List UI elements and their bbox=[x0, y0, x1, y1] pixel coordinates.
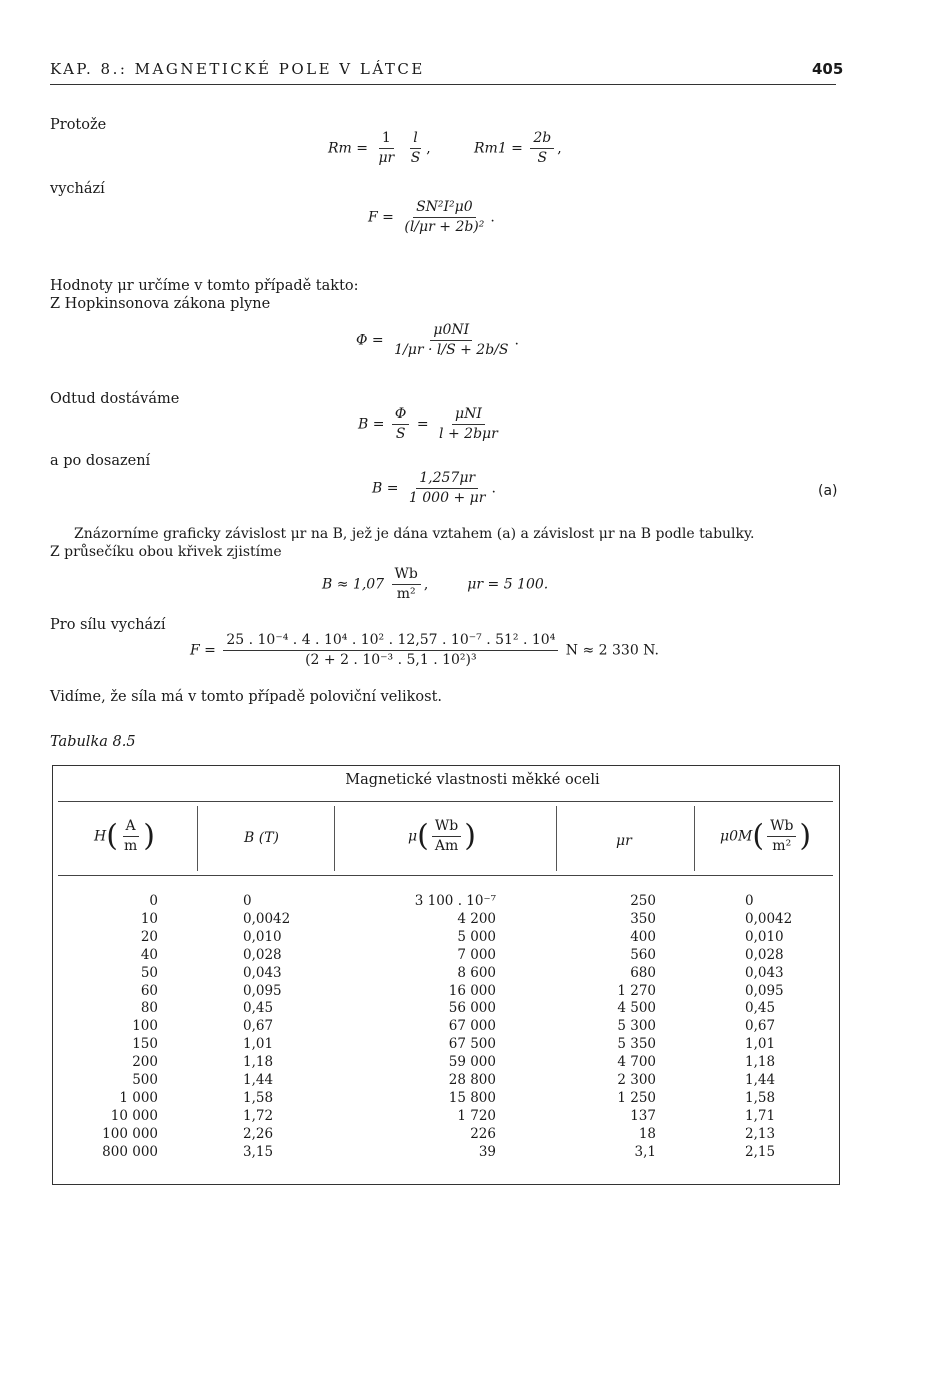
table-cell: 60 bbox=[140, 982, 158, 999]
header-mu-unit-num: Wb bbox=[432, 818, 461, 837]
table-cell: 1,01 bbox=[243, 1036, 274, 1053]
table-cell: 2,15 bbox=[745, 1143, 776, 1160]
rm-num2: l bbox=[410, 130, 420, 149]
table-cell: 0,095 bbox=[243, 982, 282, 999]
table-cell: 20 bbox=[140, 928, 158, 945]
text-vidime: Vidíme, že síla má v tomto případě poloviční velikost. bbox=[50, 689, 443, 705]
running-header: KAP. 8.: MAGNETICKÉ POLE V LÁTCE bbox=[50, 60, 425, 78]
table-cell: 0,028 bbox=[745, 946, 784, 963]
header-m-symbol: μ0M bbox=[720, 828, 753, 845]
table-column-m bbox=[745, 893, 825, 1162]
force-lhs: F = bbox=[190, 642, 216, 659]
force-den: (2 + 2 . 10⁻³ . 5,1 . 10²)³ bbox=[305, 651, 477, 668]
rm-num1: 1 bbox=[379, 130, 394, 149]
table-cell: 1,58 bbox=[243, 1089, 274, 1106]
header-m-unit-num: Wb bbox=[767, 818, 796, 837]
table-cell: 100 000 bbox=[102, 1125, 158, 1142]
table-vline-3 bbox=[556, 806, 557, 871]
table-cell: 3,1 bbox=[634, 1143, 656, 1160]
equation-force bbox=[190, 632, 659, 669]
table-cell: 80 bbox=[140, 1000, 158, 1017]
f-den: (l/μr + 2b)² bbox=[404, 218, 485, 235]
table-cell: 28 800 bbox=[448, 1072, 496, 1089]
table-cell: 56 000 bbox=[448, 1000, 496, 1017]
header-m-unit-den: m² bbox=[772, 837, 792, 854]
phi-den: 1/μr · l/S + 2b/S bbox=[394, 341, 509, 358]
table-cell: 0,67 bbox=[745, 1018, 776, 1035]
table-cell: 100 bbox=[132, 1018, 158, 1035]
table-cell: 4 700 bbox=[617, 1054, 656, 1071]
table-cell: 2,26 bbox=[243, 1125, 274, 1142]
table-column-mur bbox=[560, 893, 656, 1162]
rm1-lhs: Rm1 = bbox=[474, 140, 523, 157]
header-m: μ0M( $\frac{Wb}{\text{m²}}$ ) bbox=[720, 818, 812, 854]
header-h-symbol: H bbox=[94, 828, 107, 845]
table-cell: 40 bbox=[140, 946, 158, 963]
force-res: N ≈ 2 330 N. bbox=[565, 642, 659, 659]
table-cell: 0 bbox=[149, 893, 158, 909]
table-cell: 1 720 bbox=[457, 1107, 496, 1124]
header-b-symbol: B (T) bbox=[244, 830, 279, 846]
header-h-unit-den: m bbox=[123, 837, 138, 854]
table-cell: 2,13 bbox=[745, 1125, 776, 1142]
table-cell: 1,44 bbox=[243, 1072, 274, 1089]
table-cell: 39 bbox=[478, 1143, 496, 1160]
table-cell: 1,01 bbox=[745, 1036, 776, 1053]
phi-num: μ0NI bbox=[430, 322, 472, 341]
ba-den: 1 000 + μr bbox=[408, 489, 486, 506]
table-cell: 0,010 bbox=[243, 928, 282, 945]
table-cell: 1,18 bbox=[745, 1054, 776, 1071]
equation-f: F = $\frac{\text{SN²I²μ0}}{\text{(l/μr + 2b)²}}$ . bbox=[368, 199, 495, 235]
b-num1: Φ bbox=[392, 406, 409, 425]
table-vline-4 bbox=[694, 806, 695, 871]
text-hodnoty-2: Z Hopkinsonova zákona plyne bbox=[50, 296, 271, 312]
rm-den2: S bbox=[410, 149, 421, 166]
header-mur bbox=[616, 833, 632, 849]
table-cell: 226 bbox=[470, 1125, 496, 1142]
rm-lhs: Rm = bbox=[328, 140, 368, 157]
table-cell: 15 800 bbox=[448, 1089, 496, 1106]
table-cell: 1,18 bbox=[243, 1054, 274, 1071]
table-cell: 50 bbox=[140, 964, 158, 981]
ba-num: 1,257μr bbox=[416, 470, 478, 489]
text-protoze: Protože bbox=[50, 117, 107, 133]
table-cell: 680 bbox=[630, 964, 656, 981]
res-mu: μr = 5 100. bbox=[467, 576, 549, 593]
table-cell: 0,010 bbox=[745, 928, 784, 945]
table-cell: 1 000 bbox=[119, 1089, 158, 1106]
table-column-h bbox=[60, 893, 158, 1162]
phi-lhs: Φ = bbox=[356, 332, 384, 349]
table-cell: 250 bbox=[630, 893, 656, 909]
f-num: SN²I²μ0 bbox=[413, 199, 476, 218]
table-column-mu bbox=[340, 893, 496, 1162]
table-cell: 1,58 bbox=[745, 1089, 776, 1106]
table-cell: 8 600 bbox=[457, 964, 496, 981]
table-cell: 10 000 bbox=[110, 1107, 158, 1124]
table-cell: 0,67 bbox=[243, 1018, 274, 1035]
table-cell: 560 bbox=[630, 946, 656, 963]
table-cell: 0,0042 bbox=[745, 910, 793, 927]
table-cell: 200 bbox=[132, 1054, 158, 1071]
table-cell: 400 bbox=[630, 928, 656, 945]
table-vline-2 bbox=[334, 806, 335, 871]
table-cell: 1,44 bbox=[745, 1072, 776, 1089]
table-cell: 1 270 bbox=[617, 982, 656, 999]
table-cell: 1,72 bbox=[243, 1107, 274, 1124]
table-cell: 0,45 bbox=[745, 1000, 776, 1017]
header-h-unit-num: A bbox=[123, 818, 139, 837]
header-mu-unit-den: Am bbox=[434, 837, 459, 854]
equation-phi: Φ = $\frac{\mu 0NI}{1/\mu r \cdot l/S + 2b/S}$ . bbox=[356, 322, 519, 358]
table-cell: 59 000 bbox=[448, 1054, 496, 1071]
header-mu-symbol: μ bbox=[408, 828, 418, 845]
table-caption: Tabulka 8.5 bbox=[50, 734, 136, 750]
table-cell: 0,0042 bbox=[243, 910, 291, 927]
table-header-rule bbox=[58, 875, 833, 876]
text-po-dosazeni: a po dosazení bbox=[50, 453, 151, 469]
f-lhs: F = bbox=[368, 209, 394, 226]
table-cell: 150 bbox=[132, 1036, 158, 1053]
table-cell: 800 000 bbox=[102, 1143, 158, 1160]
table-cell: 67 000 bbox=[448, 1018, 496, 1035]
page-number: 405 bbox=[812, 60, 844, 78]
table-cell: 2 300 bbox=[617, 1072, 656, 1089]
equation-rm1: Rm1 = $\frac{2b}{S}$ , bbox=[474, 130, 562, 166]
ba-lhs: B = bbox=[372, 480, 399, 497]
rm1-den: S bbox=[537, 149, 548, 166]
table-cell: 4 500 bbox=[617, 1000, 656, 1017]
table-cell: 137 bbox=[630, 1107, 656, 1124]
force-num: 25 . 10⁻⁴ . 4 . 10⁴ . 10² . 12,57 . 10⁻⁷ . 51² . 10⁴ bbox=[223, 632, 558, 651]
table-cell: 67 500 bbox=[448, 1036, 496, 1053]
text-znazornime-2: Z průsečíku obou křivek zjistíme bbox=[50, 544, 282, 560]
table-cell: 5 300 bbox=[617, 1018, 656, 1035]
table-cell: 18 bbox=[638, 1125, 656, 1142]
header-h: H( $\frac{A}{m}$ ) bbox=[94, 818, 155, 854]
text-pro-silu: Pro sílu vychází bbox=[50, 617, 166, 633]
res-unit-den: m² bbox=[396, 585, 416, 602]
table-cell: 0,095 bbox=[745, 982, 784, 999]
table-cell: 500 bbox=[132, 1072, 158, 1089]
b-den2: l + 2bμr bbox=[439, 425, 498, 442]
table-cell: 0,028 bbox=[243, 946, 282, 963]
equation-label-a: (a) bbox=[818, 483, 838, 499]
text-vychazi: vychází bbox=[50, 181, 105, 197]
table-title-rule bbox=[58, 801, 833, 802]
table-cell: 0,043 bbox=[745, 964, 784, 981]
table-cell: 0 bbox=[243, 893, 252, 909]
table-cell: 5 350 bbox=[617, 1036, 656, 1053]
table-cell: 16 000 bbox=[448, 982, 496, 999]
text-znazornime-1: Znázorníme graficky závislost μr na B, jež je dána vztahem (a) a závislost μr na B podle tabulky. bbox=[74, 526, 755, 542]
text-hodnoty-1: Hodnoty μr určíme v tomto případě takto: bbox=[50, 278, 359, 294]
equation-b: B = $\frac{\Phi}{S}$ = $\frac{\text{μNI}}{\text{l + 2bμr}}$ bbox=[358, 406, 504, 443]
header-mur-symbol: μr bbox=[616, 833, 632, 849]
header-b bbox=[244, 830, 279, 846]
rm1-num: 2b bbox=[530, 130, 554, 149]
b-lhs: B = bbox=[358, 416, 385, 433]
equation-b-a: B = $\frac{1,257\mu r}{1 000 + \mu r}$ . bbox=[372, 470, 496, 506]
table-column-b bbox=[243, 893, 323, 1162]
table-cell: 3,15 bbox=[243, 1143, 274, 1160]
header-mu: μ( $\frac{Wb}{Am}$ ) bbox=[408, 818, 476, 854]
table-cell: 10 bbox=[140, 910, 158, 927]
table-cell: 0,043 bbox=[243, 964, 282, 981]
table-cell: 0 bbox=[745, 893, 754, 909]
table-vline-1 bbox=[197, 806, 198, 871]
b-num2: μNI bbox=[452, 406, 485, 425]
table-cell: 5 000 bbox=[457, 928, 496, 945]
table-cell: 3 100 . 10⁻⁷ bbox=[414, 893, 496, 909]
table-title: Magnetické vlastnosti měkké oceli bbox=[345, 772, 600, 788]
table-cell: 350 bbox=[630, 910, 656, 927]
table-cell: 4 200 bbox=[457, 910, 496, 927]
table-cell: 1 250 bbox=[617, 1089, 656, 1106]
text-odtud: Odtud dostáváme bbox=[50, 391, 180, 407]
res-unit-num: Wb bbox=[392, 566, 421, 585]
table-cell: 1,71 bbox=[745, 1107, 776, 1124]
b-den1: S bbox=[395, 425, 406, 442]
res-b: B ≈ 1,07 bbox=[322, 576, 385, 593]
table-cell: 7 000 bbox=[457, 946, 496, 963]
header-rule bbox=[50, 84, 836, 85]
equation-result: B ≈ 1,07 $\frac{Wb}{\text{m²}}$ , μr = 5 100. bbox=[322, 566, 549, 602]
table-cell: 0,45 bbox=[243, 1000, 274, 1017]
equation-rm: Rm = $\frac{1}{\mu r}$ $\frac{l}{S}$ , bbox=[328, 130, 431, 166]
rm-den1: μr bbox=[378, 149, 395, 166]
